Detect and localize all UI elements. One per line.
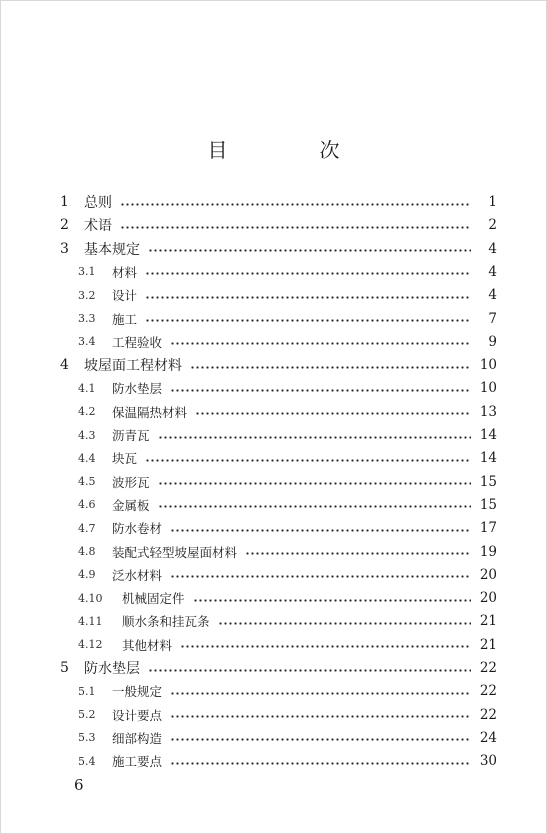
toc-section-entry[interactable]	[78, 401, 497, 423]
toc-entry-label: 顺水条和挂瓦条	[122, 614, 210, 630]
toc-entry-number: 4	[60, 357, 69, 374]
dot-leader	[145, 296, 471, 299]
toc-entry-number: 5.2	[78, 708, 96, 722]
dot-leader	[193, 599, 471, 602]
dot-leader	[148, 669, 471, 672]
toc-section-entry[interactable]	[78, 564, 497, 586]
toc-entry-number: 5.1	[78, 684, 96, 698]
toc-entry-label: 波形瓦	[112, 474, 150, 490]
toc-entry-number: 5.4	[78, 754, 96, 768]
toc-entry-number: 4.11	[78, 614, 103, 628]
dot-leader	[195, 412, 471, 415]
toc-entry-number: 3.3	[78, 312, 96, 325]
dot-leader	[190, 366, 471, 369]
toc-entry-number: 5.3	[78, 731, 96, 745]
toc-entry-number: 4.5	[78, 475, 96, 489]
toc-entry-label: 其他材料	[122, 637, 173, 653]
toc-entry-page: 22	[479, 660, 497, 676]
toc-section-entry[interactable]	[78, 424, 497, 446]
dot-leader	[145, 459, 471, 462]
toc-chapter-entry[interactable]	[60, 238, 497, 260]
dot-leader	[170, 389, 471, 392]
toc-entry-page: 14	[479, 427, 497, 443]
toc-section-entry[interactable]	[78, 447, 497, 469]
toc-entry-number: 4.4	[78, 451, 96, 465]
toc-entry-number: 4.8	[78, 545, 96, 558]
toc-entry-page: 22	[479, 706, 497, 723]
toc-chapter-entry[interactable]	[60, 214, 497, 236]
toc-entry-page: 7	[488, 310, 497, 327]
toc-entry-label: 防水垫层	[84, 661, 140, 677]
toc-section-entry[interactable]	[78, 727, 497, 749]
toc-entry-page: 15	[479, 473, 497, 490]
dot-leader	[170, 692, 471, 695]
toc-entry-number: 4.10	[78, 591, 103, 605]
toc-entry-label: 块瓦	[112, 451, 138, 467]
dot-leader	[158, 505, 471, 508]
dot-leader	[245, 552, 471, 555]
toc-title: 目 次	[207, 138, 376, 162]
toc-section-entry[interactable]	[78, 308, 497, 330]
dot-leader	[148, 249, 471, 252]
toc-entry-number: 4.6	[78, 498, 96, 512]
toc-entry-label: 细部构造	[112, 730, 163, 746]
toc-entry-number: 5	[60, 660, 69, 676]
toc-entry-number: 4.9	[78, 568, 96, 582]
toc-entry-label: 总则	[84, 195, 112, 211]
toc-section-entry[interactable]	[78, 471, 497, 493]
toc-section-entry[interactable]	[78, 587, 497, 609]
toc-entry-label: 工程验收	[112, 334, 163, 350]
dot-leader	[170, 738, 471, 741]
dot-leader	[120, 203, 471, 206]
toc-entry-label: 防水卷材	[112, 521, 163, 537]
toc-entry-page: 19	[479, 543, 497, 560]
toc-entry-label: 基本规定	[84, 241, 140, 258]
toc-entry-page: 4	[488, 263, 497, 280]
toc-entry-page: 20	[479, 566, 497, 583]
toc-entry-page: 22	[479, 683, 497, 700]
toc-section-entry[interactable]	[78, 541, 497, 563]
toc-entry-number: 3	[60, 240, 69, 257]
toc-entry-page: 2	[488, 217, 497, 234]
toc-chapter-entry[interactable]	[60, 657, 497, 679]
toc-section-entry[interactable]	[78, 680, 497, 702]
toc-entry-number: 1	[60, 194, 69, 210]
toc-entry-page: 4	[488, 240, 497, 257]
dot-leader	[170, 715, 471, 718]
page-number: 6	[74, 776, 84, 794]
dot-leader	[218, 622, 471, 625]
toc-entry-number: 4.7	[78, 521, 96, 535]
toc-entry-page: 13	[479, 403, 497, 420]
toc-entry-label: 材料	[112, 264, 138, 280]
toc-entry-page: 10	[479, 380, 497, 397]
toc-entry-number: 3.1	[78, 265, 96, 279]
toc-entry-number: 3.2	[78, 288, 96, 302]
toc-entry-label: 机械固定件	[122, 591, 185, 607]
toc-entry-page: 15	[479, 496, 497, 513]
dot-leader	[145, 272, 471, 275]
toc-entry-label: 一般规定	[112, 684, 163, 700]
toc-entry-page: 4	[488, 287, 497, 304]
toc-entry-page: 1	[488, 194, 497, 210]
toc-entry-label: 设计要点	[112, 707, 163, 723]
toc-section-entry[interactable]	[78, 494, 497, 516]
toc-chapter-entry[interactable]	[60, 354, 497, 376]
toc-entry-page: 30	[479, 753, 497, 770]
dot-leader	[170, 529, 471, 532]
toc-entry-page: 21	[479, 636, 497, 653]
toc-section-entry[interactable]	[78, 331, 497, 353]
toc-entry-page: 10	[479, 357, 497, 374]
dot-leader	[158, 482, 471, 485]
toc-entry-label: 泛水材料	[112, 567, 163, 583]
toc-entry-page: 14	[479, 450, 497, 467]
dot-leader	[120, 226, 471, 229]
toc-section-entry[interactable]	[78, 610, 497, 632]
toc-entry-label: 施工	[112, 311, 138, 327]
toc-entry-label: 术语	[84, 218, 112, 235]
toc-section-entry[interactable]	[78, 517, 497, 539]
toc-entry-page: 24	[479, 729, 497, 746]
toc-entry-label: 防水垫层	[112, 381, 163, 397]
toc-section-entry[interactable]	[78, 704, 497, 726]
dot-leader	[145, 319, 471, 322]
toc-entry-number: 3.4	[78, 335, 96, 349]
toc-entry-label: 施工要点	[112, 754, 163, 770]
toc-entry-page: 21	[479, 613, 497, 630]
toc-entry-number: 4.1	[78, 381, 96, 395]
dot-leader	[170, 575, 471, 578]
dot-leader	[170, 342, 471, 345]
toc-entry-label: 设计	[112, 288, 138, 304]
toc-entry-number: 4.12	[78, 638, 103, 652]
toc-entry-label: 装配式轻型坡屋面材料	[112, 544, 238, 560]
toc-section-entry[interactable]	[78, 634, 497, 656]
dot-leader	[158, 436, 471, 439]
toc-entry-number: 2	[60, 217, 69, 234]
toc-section-entry[interactable]	[78, 284, 497, 306]
toc-entry-number: 4.2	[78, 405, 96, 419]
toc-entry-label: 保温隔热材料	[112, 404, 188, 420]
dot-leader	[180, 645, 471, 648]
toc-entry-label: 沥青瓦	[112, 428, 150, 443]
toc-entry-page: 9	[488, 333, 497, 350]
toc-chapter-entry[interactable]	[60, 191, 497, 213]
dot-leader	[170, 762, 471, 765]
toc-section-entry[interactable]	[78, 750, 497, 772]
toc-section-entry[interactable]	[78, 261, 497, 283]
toc-section-entry[interactable]	[78, 377, 497, 399]
toc-entry-number: 4.3	[78, 428, 96, 442]
toc-entry-label: 金属板	[112, 497, 150, 513]
toc-entry-label: 坡屋面工程材料	[84, 358, 182, 375]
toc-entry-page: 20	[479, 590, 497, 607]
toc-entry-page: 17	[479, 520, 497, 537]
